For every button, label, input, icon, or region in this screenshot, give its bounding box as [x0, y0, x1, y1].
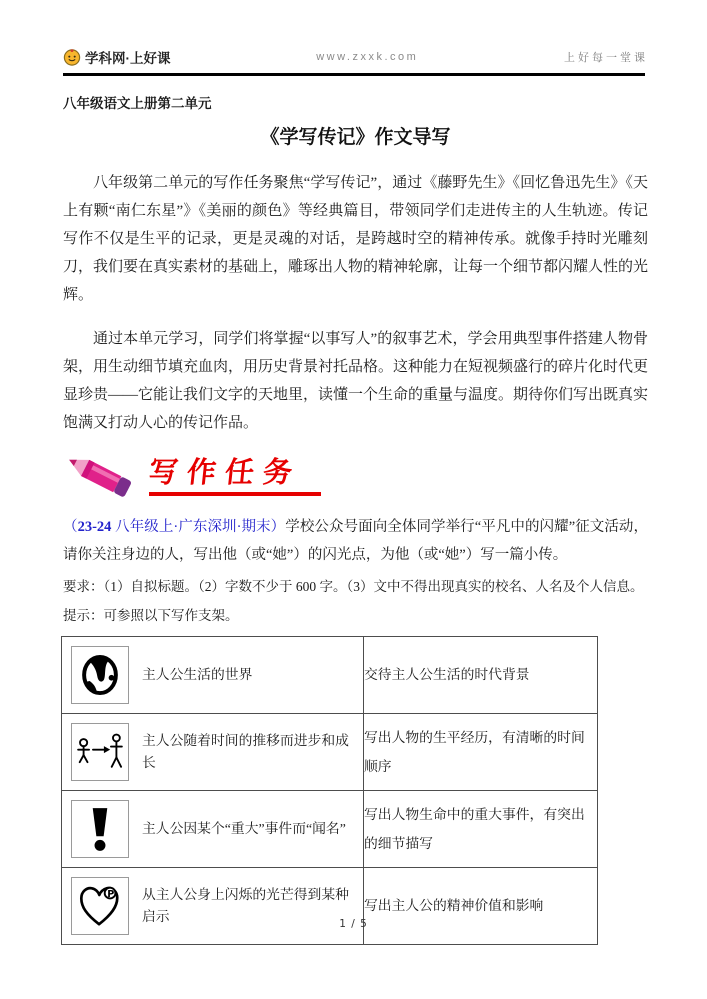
- scaffold-label: 主人公生活的世界: [142, 666, 253, 682]
- task-prompt-paragraph: [63, 513, 648, 569]
- task-requirements: 要求：（1）自拟标题。（2）字数不少于 600 字。（3）文中不得出现真实的校名、人名及个人信息。: [63, 578, 644, 594]
- zxxk-logo-icon: [63, 48, 81, 66]
- globe-icon: [78, 652, 122, 698]
- writing-scaffold-table: [61, 636, 598, 945]
- intro-paragraph-1: 八年级第二单元的写作任务聚焦“学写传记”，通过《藤野先生》《回忆鲁迅先生》《天上有颗“南仁东星”》《美丽的颜色》等经典篇目，带领同学们走进传主的人生轨迹。传记写作不仅是生平的记录，更是灵魂的对话，是跨越时空的精神传承。就像手持时光雕刻刀，我们要在真实素材的基础上，雕琢出人物的精神轮廓，让每一个细节都闪耀人性的光辉。: [63, 174, 649, 303]
- zxxk-logo: [63, 47, 171, 67]
- header-slogan: 上好每一堂课: [564, 52, 648, 64]
- exam-source-tag: 八年级上·广东深圳·期末）: [111, 518, 286, 535]
- pencil-icon: [63, 447, 149, 507]
- exam-source-term: 23-24: [77, 518, 112, 535]
- table-row: [62, 713, 598, 790]
- scaffold-icon-box: [71, 800, 129, 858]
- task-prompt: 学校公众号面向全体同学举行“平凡中的闪耀”征文活动，请你关注身边的人，写出他（或“她”）的闪光点，为他（或“她”）写一篇小传。: [63, 518, 649, 563]
- task-hint: 提示：可参照以下写作支架。: [63, 607, 239, 623]
- exclamation-icon: [80, 805, 120, 853]
- site-url: www.zxxk.com: [316, 51, 419, 63]
- scaffold-desc: 写出人物生命中的重大事件，有突出的细节描写: [364, 790, 598, 867]
- table-row: [62, 636, 598, 713]
- logo-text: 学科网·上好课: [85, 51, 171, 66]
- intro-paragraph-2: 通过本单元学习，同学们将掌握“以事写人”的叙事艺术，学会用典型事件搭建人物骨架，用生动细节填充血肉，用历史背景衬托品格。这种能力在短视频盛行的碎片化时代更显珍贵——它能让我们文字的天地里，读懂一个生命的重量与温度。期待你们写出既真实饱满又打动人心的传记作品。: [63, 330, 649, 431]
- unit-label: 八年级语文上册第二单元: [63, 95, 212, 111]
- header-rule: [63, 73, 645, 76]
- scaffold-label: 主人公因某个“重大”事件而“闻名”: [142, 820, 346, 836]
- exam-source-paren: （: [63, 518, 78, 535]
- scaffold-desc: 写出人物的生平经历，有清晰的时间顺序: [364, 713, 598, 790]
- scaffold-label: 主人公随着时间的推移而进步和成长: [142, 732, 349, 770]
- growth-icon: [75, 731, 125, 773]
- scaffold-icon-box: [71, 646, 129, 704]
- scaffold-label: 从主人公身上闪烁的光芒得到某种启示: [142, 886, 349, 924]
- scaffold-desc: 交待主人公生活的时代背景: [364, 636, 598, 713]
- table-row: [62, 790, 598, 867]
- page-title: 《学写传记》作文导写: [260, 126, 451, 148]
- page-number: 1 / 5: [339, 918, 368, 930]
- writing-task-banner: [63, 447, 648, 507]
- table-row: [62, 867, 598, 944]
- writing-task-underline: [149, 492, 321, 496]
- scaffold-desc: 写出主人公的精神价值和影响: [364, 867, 598, 944]
- writing-task-title: 写作任务: [147, 455, 303, 490]
- scaffold-icon-box: [71, 723, 129, 781]
- page-header: [63, 46, 648, 68]
- svg-text:P: P: [107, 888, 115, 900]
